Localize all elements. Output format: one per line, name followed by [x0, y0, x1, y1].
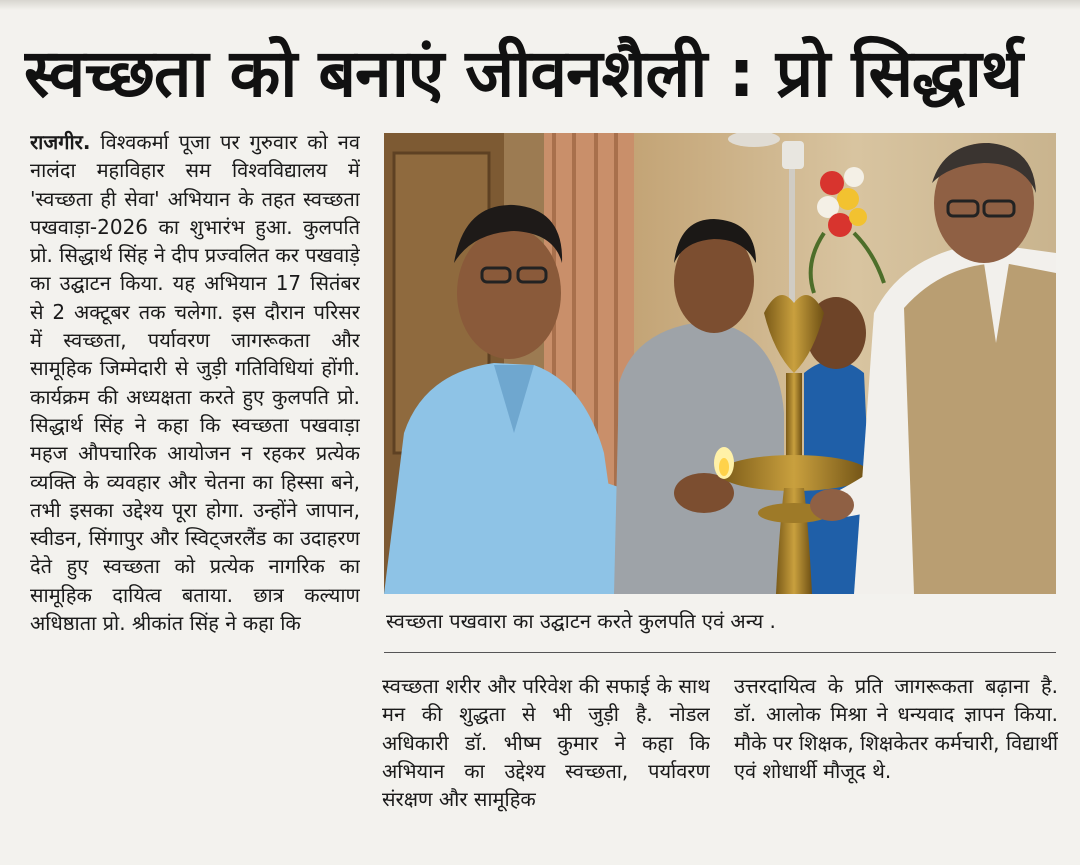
- article-column-3: उत्तरदायित्व के प्रति जागरूकता बढ़ाना है. डॉ. आलोक मिश्रा ने धन्यवाद ज्ञापन किया. मौके पर शिक्षक, शिक्षकेतर कर्मचारी, विद्यार्थी एवं शोधार्थी मौजूद थे.: [734, 674, 1058, 783]
- article-column-2: स्वच्छता शरीर और परिवेश की सफाई के साथ मन की शुद्धता से भी जुड़ी है. नोडल अधिकारी डॉ. भीष्म कुमार ने कहा कि अभियान का उद्देश्य स्वच्छता, पर्यावरण संरक्षण और सामूहिक: [382, 674, 710, 812]
- column-divider-rule: [384, 652, 1056, 653]
- news-photo: [384, 133, 1056, 594]
- dateline: राजगीर.: [30, 130, 91, 154]
- page-top-strip: [0, 0, 1080, 10]
- article-text-1: विश्वकर्मा पूजा पर गुरुवार को नव नालंदा महाविहार सम विश्वविद्यालय में 'स्वच्छता ही सेवा' अभियान के तहत स्वच्छता पखवाड़ा-2026 का शुभारंभ हुआ. कुलपति प्रो. सिद्धार्थ सिंह ने दीप प्रज्वलित कर पखवाड़े का उद्घाटन किया. यह अभियान 17 सितंबर से 2 अक्टूबर तक चलेगा. इस दौरान परिसर में स्वच्छता, पर्यावरण जागरूकता और सामूहिक जिम्मेदारी से जुड़ी गतिविधियां होंगी. कार्यक्रम की अध्यक्षता करते हुए कुलपति प्रो. सिद्धार्थ सिंह ने कहा कि स्वच्छता पखवाड़ा महज औपचारिक आयोजन न रहकर प्रत्येक व्यक्ति के व्यवहार और चेतना का हिस्सा बने, तभी इसका उद्देश्य पूरा होगा. उन्होंने जापान, स्वीडन, सिंगापुर और स्विट्जरलैंड का उदाहरण देते हुए स्वच्छता को प्रत्येक नागरिक का सामूहिक दायित्व बताया. छात्र कल्याण अधिष्ठाता प्रो. श्रीकांत सिंह ने कहा कि: [30, 130, 360, 636]
- article-column-1: [30, 128, 360, 848]
- headline: स्वच्छता को बनाएं जीवनशैली : प्रो सिद्धार्थ: [24, 35, 1023, 112]
- photo-caption: स्वच्छता पखवारा का उद्घाटन करते कुलपति एवं अन्य .: [386, 609, 776, 633]
